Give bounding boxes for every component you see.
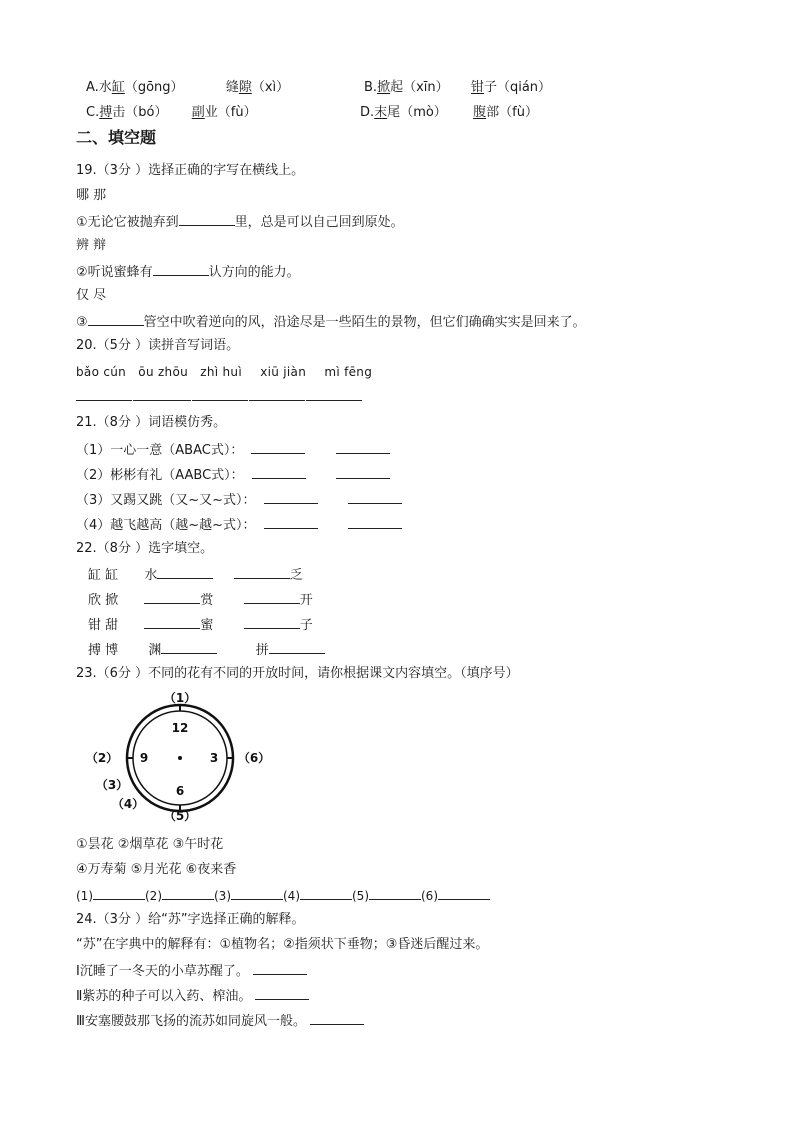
q22-row-3: 钳 甜 蜜 子 [88, 615, 313, 635]
answer-blank[interactable] [348, 490, 402, 504]
q23-flowers-1: ①昙花 ②烟草花 ③午时花 [76, 837, 224, 852]
answer-blank[interactable] [336, 440, 390, 454]
q19-pair-2: 辨 辩 [76, 238, 107, 253]
option-d: D.末尾（mò） 腹部（fù） [360, 105, 538, 120]
q20-blanks [76, 387, 362, 407]
numeral-3: 3 [209, 751, 219, 765]
answer-blank[interactable] [231, 886, 283, 900]
q24-sentence-2: Ⅱ紫苏的种子可以入药、榨油。 [76, 986, 309, 1006]
option-c: C.搏击（bó） 副业（fù） [86, 105, 257, 120]
numeral-6: 6 [175, 784, 185, 798]
clock-label-1: （1） [163, 691, 197, 705]
answer-blank[interactable] [336, 465, 390, 479]
answer-blank[interactable] [153, 262, 209, 276]
answer-blank[interactable] [161, 640, 217, 654]
q23-flowers-2: ④万寿菊 ⑤月光花 ⑥夜来香 [76, 862, 237, 877]
answer-blank[interactable] [306, 387, 362, 401]
q24-sentence-3: Ⅲ安塞腰鼓那飞扬的流苏如同旋风一般。 [76, 1011, 364, 1031]
answer-blank[interactable] [310, 1011, 364, 1025]
answer-blank[interactable] [264, 515, 318, 529]
answer-blank[interactable] [88, 312, 144, 326]
q21-item-4: （4）越飞越高（越~越~式）： [76, 515, 402, 535]
answer-blank[interactable] [76, 387, 132, 401]
q24-definitions: “苏”在字典中的解释有：①植物名；②指须状下垂物；③昏迷后醒过来。 [76, 937, 489, 952]
clock-label-4: （4） [111, 797, 145, 811]
pinyin-1: bǎo cún [76, 365, 127, 379]
q23-heading: 23.（6分 ）不同的花有不同的开放时间，请你根据课文内容填空。（填序号） [76, 666, 519, 681]
answer-blank[interactable] [144, 590, 200, 604]
answer-blank[interactable] [269, 640, 325, 654]
q19-sentence-3: ③ 管空中吹着逆向的风，沿途尽是一些陌生的景物，但它们确确实实是回来了。 [76, 312, 586, 332]
answer-blank[interactable] [144, 615, 200, 629]
answer-blank[interactable] [93, 886, 145, 900]
q24-sentence-1: Ⅰ沉睡了一冬天的小草苏醒了。 [76, 961, 307, 981]
clock-label-3: （3） [95, 778, 129, 792]
answer-blank[interactable] [162, 886, 214, 900]
answer-blank[interactable] [179, 212, 235, 226]
answer-blank[interactable] [251, 440, 305, 454]
pinyin-4: xiū jiàn [260, 365, 307, 379]
clock-label-6: （6） [237, 751, 271, 765]
answer-blank[interactable] [234, 565, 290, 579]
q20-heading: 20.（5分 ）读拼音写词语。 [76, 338, 240, 353]
option-a: A.水缸（gōng） 缝隙（xì） [86, 80, 290, 95]
answer-blank[interactable] [249, 387, 305, 401]
answer-blank[interactable] [244, 590, 300, 604]
q21-item-1: （1）一心一意（ABAC式）： [76, 440, 390, 460]
q19-pair-3: 仅 尽 [76, 288, 107, 303]
section-title: 二、填空题 [76, 128, 157, 147]
q19-sentence-2: ②听说蜜蜂有 认方向的能力。 [76, 262, 300, 282]
pinyin-5: mì fēng [324, 365, 373, 379]
q19-sentence-1: ①无论它被抛弃到 里，总是可以自己回到原处。 [76, 212, 404, 232]
answer-blank[interactable] [264, 490, 318, 504]
q22-row-2: 欣 掀 赏 开 [88, 590, 313, 610]
answer-blank[interactable] [252, 465, 306, 479]
answer-blank[interactable] [157, 565, 213, 579]
answer-blank[interactable] [300, 886, 352, 900]
q23-answers: (1) (2) (3) (4) (5) (6) [76, 886, 490, 905]
pinyin-2: ōu zhōu [138, 365, 189, 379]
q22-heading: 22.（8分 ）选字填空。 [76, 541, 214, 556]
answer-blank[interactable] [438, 886, 490, 900]
pinyin-3: zhì huì [200, 365, 242, 379]
clock-label-2: （2） [85, 751, 119, 765]
q19-heading: 19.（3分 ）选择正确的字写在横线上。 [76, 163, 305, 178]
answer-blank[interactable] [192, 387, 248, 401]
answer-blank[interactable] [255, 986, 309, 1000]
q21-item-2: （2）彬彬有礼（AABC式）： [76, 465, 390, 485]
numeral-12: 12 [171, 721, 189, 735]
numeral-9: 9 [139, 751, 149, 765]
answer-blank[interactable] [133, 387, 191, 401]
option-b: B.掀起（xīn） 钳子（qián） [364, 80, 552, 95]
answer-blank[interactable] [348, 515, 402, 529]
q19-pair-1: 哪 那 [76, 188, 107, 203]
q24-heading: 24.（3分 ）给“苏”字选择正确的解释。 [76, 912, 305, 927]
q21-heading: 21.（8分 ）词语模仿秀。 [76, 415, 227, 430]
q22-row-4: 搏 博 渊 拼 [88, 640, 325, 660]
answer-blank[interactable] [369, 886, 421, 900]
q20-pinyin-row [76, 363, 372, 381]
clock-label-5: （5） [163, 809, 197, 823]
clock-diagram [80, 688, 280, 828]
q22-row-1: 缸 缸 水 乏 [88, 565, 303, 585]
clock-center [178, 756, 182, 760]
q21-item-3: （3）又踢又跳（又~又~式）： [76, 490, 402, 510]
answer-blank[interactable] [244, 615, 300, 629]
answer-blank[interactable] [253, 961, 307, 975]
